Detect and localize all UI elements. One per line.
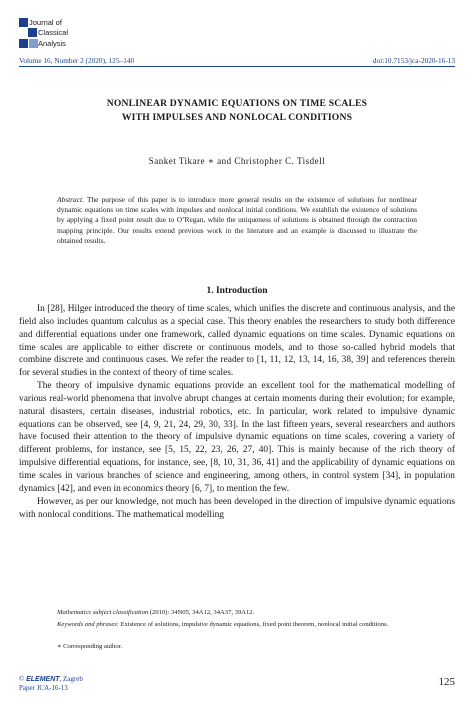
header-rule [19, 66, 455, 67]
doi-link[interactable]: doi:10.7153/jca-2020-16-13 [372, 56, 455, 65]
abstract-label: Abstract. [57, 195, 84, 204]
logo-text-line3: Analysis [38, 39, 66, 48]
volume-info: Volume 16, Number 2 (2020), 125–140 [19, 56, 135, 65]
publisher-line [19, 675, 83, 684]
logo-square [28, 28, 37, 37]
msc-label: Mathematics subject classification [57, 609, 149, 616]
abstract-text: The purpose of this paper is to introduce more general results on the existence of solutions for nonlinear dynamic equations on time scales with impulses and nonlocal initial conditions. We establish the existence of solutions by applying a fixed point result due to O’Regan, while the uniqueness of solutions is obtained through the contraction mapping principle. Our results extend previous work in the literature and an example is discussed to illustrate the obtained results. [57, 195, 418, 245]
publisher-logo: ELEMENT [26, 676, 60, 683]
paragraph: The theory of impulsive dynamic equations provide an excellent tool for the mathematical modelling of various real-world phenomena that involve abrupt changes at certain moments during their evolution; for example, natural disasters, certain diseases, industrial robotics, etc. In particular, work related to impulsive dynamic equations can be observed, see [4, 9, 21, 24, 29, 30, 33]. In the last fifteen years, several researchers and authors have focused their attention to the theory of impulsive dynamic equations on time scales, covering a variety of different problems, for instance, see [5, 15, 22, 23, 26, 27, 40]. This is mainly because of the rich theory of impulsive differential equations, for instance, see, [8, 10, 31, 36, 41] and the applicability of dynamic equations on time scales in various branches of science and engineering, among others, in control system [34], in population dynamics [42], and even in economics theory [6, 7], to mention the few. [19, 381, 455, 494]
publisher-city: , Zagreb [59, 675, 83, 683]
publisher-info [19, 675, 83, 693]
section-heading: 1. Introduction [206, 286, 268, 296]
footnote-msc [57, 608, 437, 617]
paragraph: However, as per our knowledge, not much has been developed in the direction of impulsive dynamic equations with nonlocal conditions. The mathematical modelling [19, 496, 455, 520]
keywords-text: : Existence of solutions, impulsive dynamic equations, fixed point theorem, nonlocal initial conditions. [116, 621, 389, 628]
msc-text: (2010): 34N05, 34A12, 34A37, 39A12. [149, 609, 255, 616]
footnote-keywords [57, 620, 437, 629]
abstract [57, 195, 417, 246]
authors: Sanket Tikare ∗ and Christopher C. Tisdell [148, 156, 326, 166]
journal-logo [19, 18, 103, 58]
copyright-symbol: © [19, 675, 27, 683]
logo-square [19, 18, 28, 27]
body-text [19, 303, 455, 521]
logo-text-line1: Journal of [29, 18, 62, 27]
logo-square [29, 39, 38, 48]
paper-title [19, 97, 455, 124]
footnote-corresponding: ∗ Corresponding author. [57, 643, 123, 650]
logo-square [19, 39, 28, 48]
logo-text-line2: Classical [38, 28, 69, 37]
title-line1: NONLINEAR DYNAMIC EQUATIONS ON TIME SCALES [106, 98, 368, 109]
paragraph: In [28], Hilger introduced the theory of time scales, which unifies the discrete and continuous analysis, and the field also includes quantum calculus as a special case. This theory enables the researchers to study both difference and differential equations under one framework, called dynamic equations on time scales. Dynamic equations on time scales are applicable to either discrete or continuous models, and to those so-called hybrid models that combine discrete and continuous cases. We refer the reader to [1, 11, 12, 13, 14, 16, 38, 39] and references therein for several studies in the context of theory of time scales. [19, 304, 455, 379]
paper-id: Paper JCA-16-13 [19, 684, 68, 692]
page-number: 125 [438, 676, 455, 688]
keywords-label: Keywords and phrases [57, 621, 117, 628]
title-line2: WITH IMPULSES AND NONLOCAL CONDITIONS [121, 111, 353, 123]
